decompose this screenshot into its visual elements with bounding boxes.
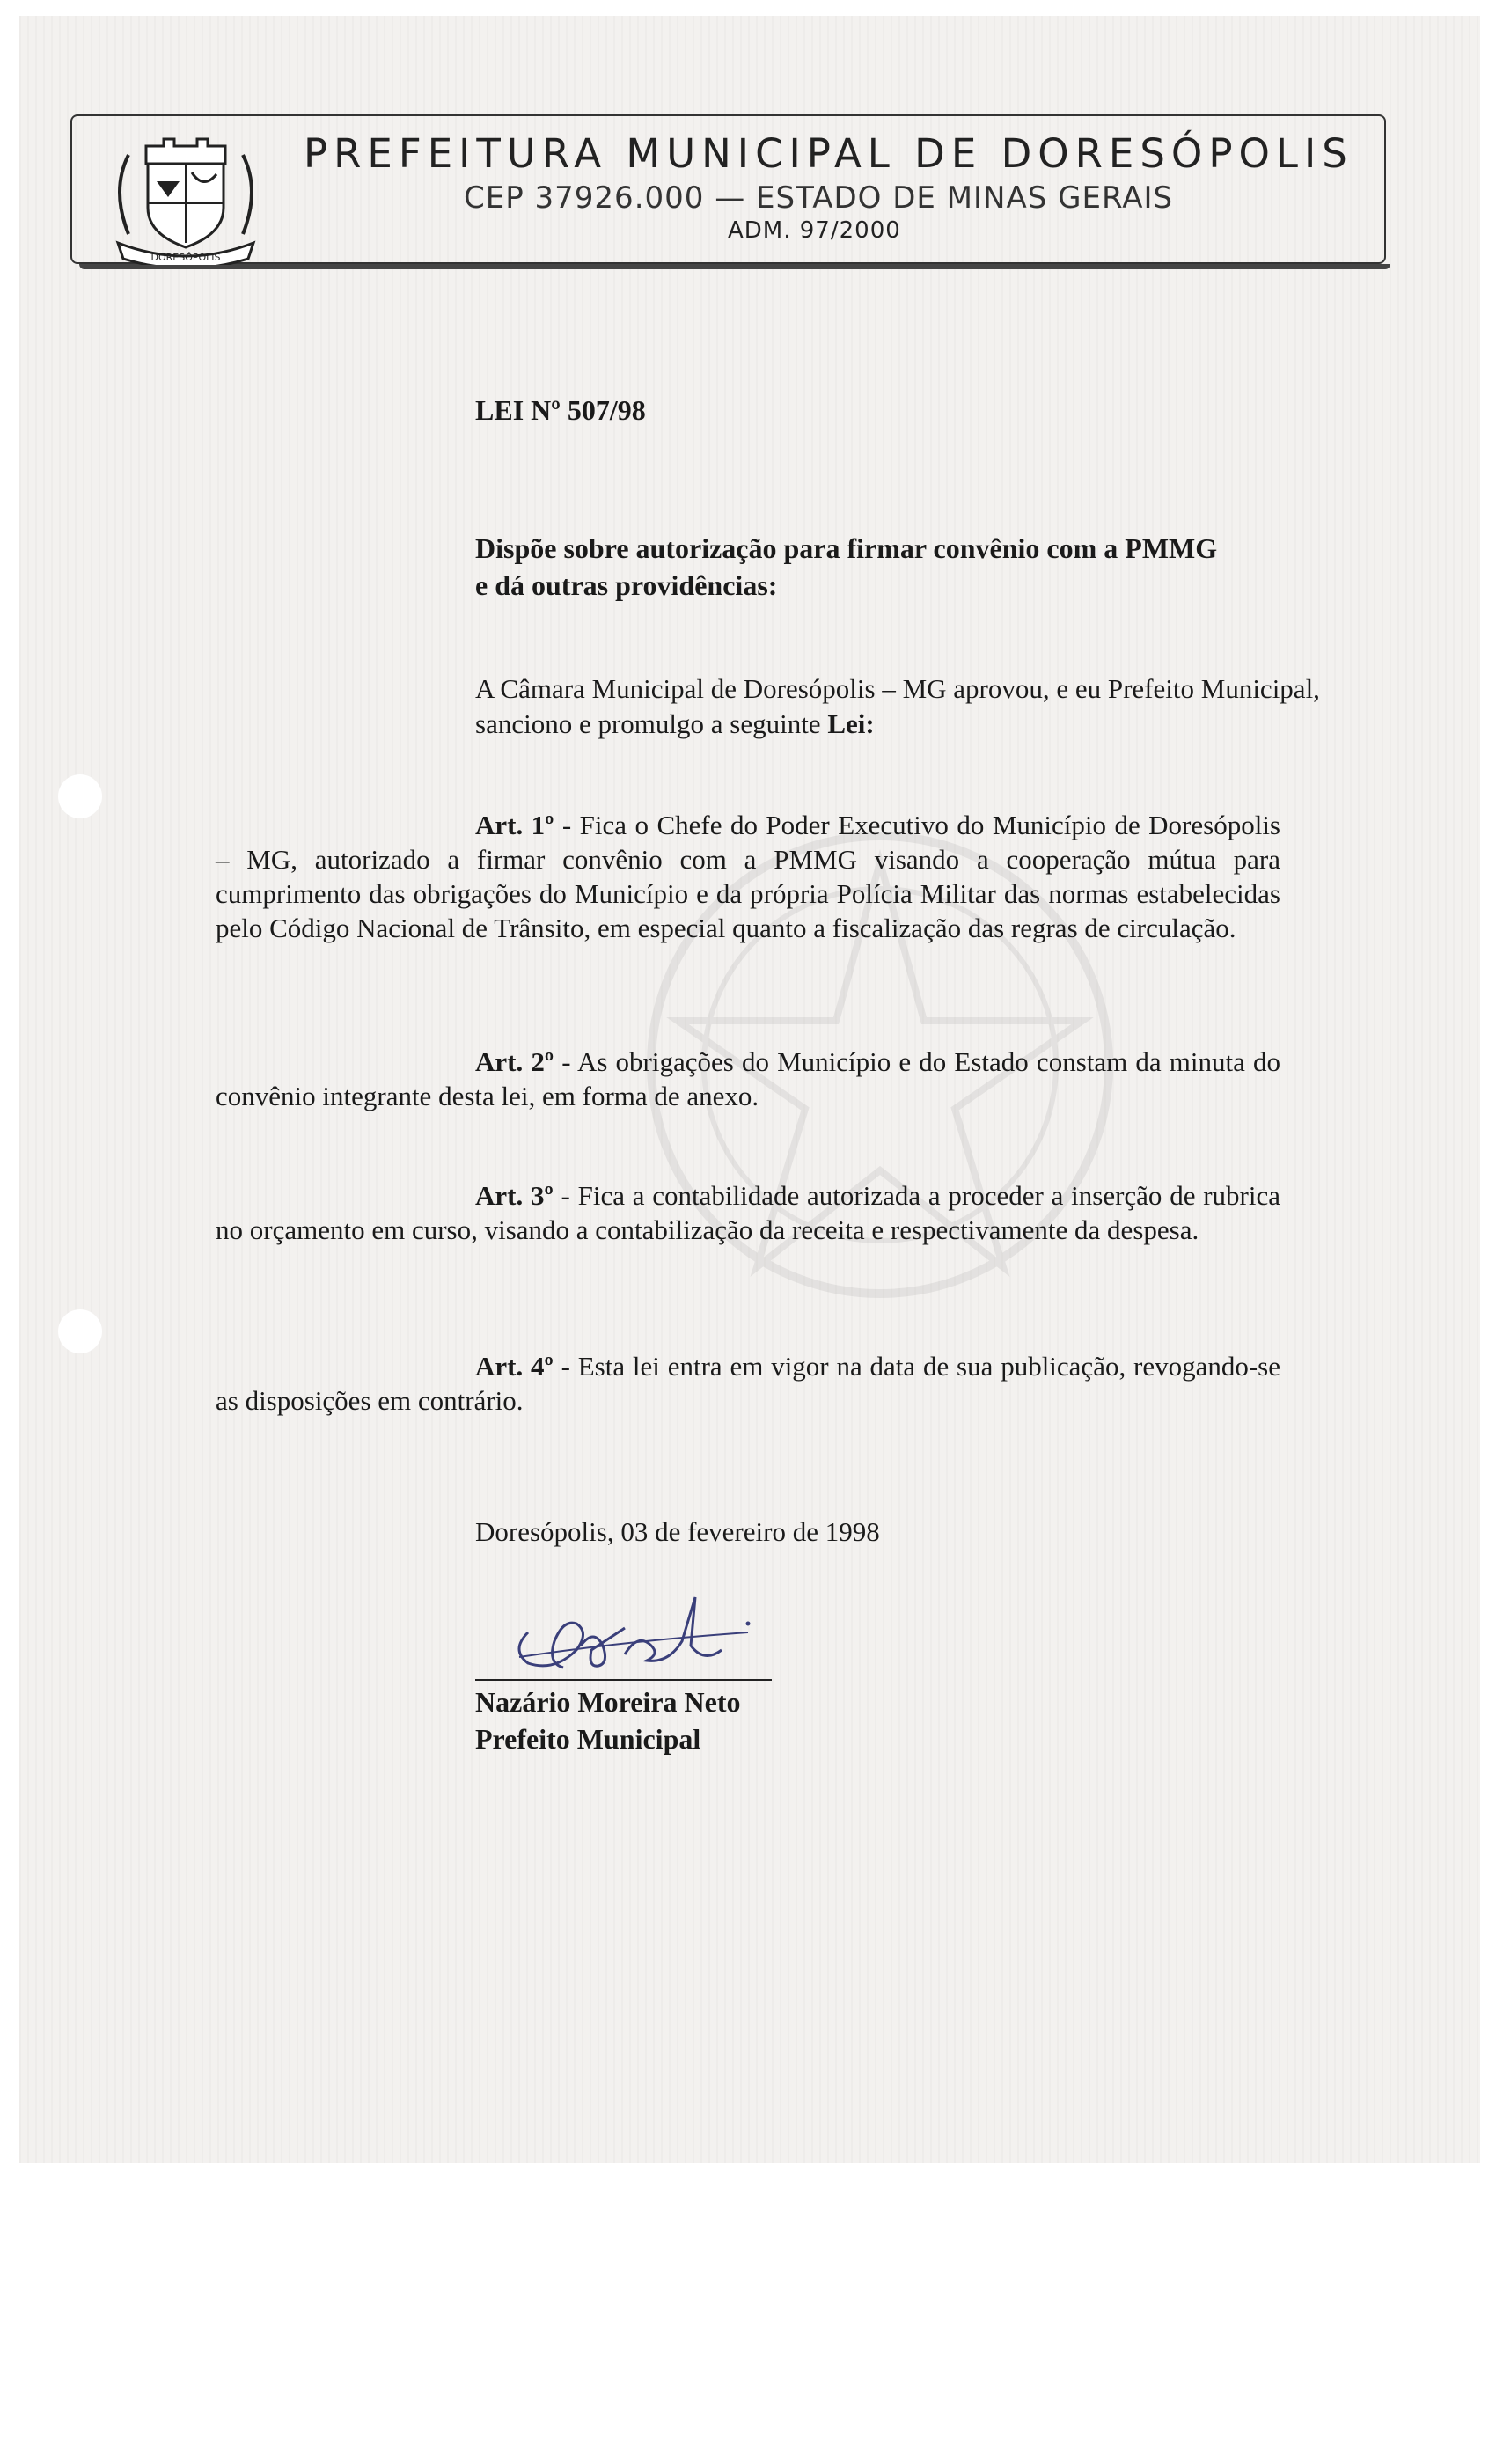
article-label: Art. 2º — [475, 1046, 554, 1077]
preamble-keyword: Lei: — [827, 708, 875, 739]
place-date: Doresópolis, 03 de fevereiro de 1998 — [475, 1516, 880, 1547]
preamble-text: A Câmara Municipal de Doresópolis – MG aprovou, e eu Prefeito Municipal, sanciono e promulgo a seguinte — [475, 673, 1320, 739]
signer-title: Prefeito Municipal — [475, 1723, 701, 1755]
article-3 — [216, 1178, 1280, 1247]
signature-line — [475, 1679, 772, 1681]
letterhead-cep: CEP 37926.000 — ESTADO DE MINAS GERAIS — [464, 180, 1174, 216]
letterhead-adm: ADM. 97/2000 — [728, 217, 901, 244]
article-4 — [216, 1349, 1280, 1418]
handwritten-signature — [493, 1580, 757, 1676]
law-number: LEI Nº 507/98 — [475, 394, 646, 426]
punch-hole — [58, 774, 102, 818]
punch-hole — [58, 1309, 102, 1353]
article-label: Art. 1º — [475, 810, 554, 840]
article-1 — [216, 808, 1280, 945]
article-label: Art. 4º — [475, 1351, 554, 1382]
law-summary — [475, 530, 1217, 604]
summary-line: e dá outras providências: — [475, 569, 778, 601]
article-2 — [216, 1045, 1280, 1113]
summary-line: Dispõe sobre autorização para firmar convênio com a PMMG — [475, 532, 1218, 564]
article-text: - Fica o Chefe do Poder Executivo do Município de Doresópolis – MG, autorizado a firmar convênio com a PMMG visando a cooperação mútua para cumprimento das obrigações do Município e da própria Polícia Militar das normas estabelecidas pelo Código Nacional de Trânsito, em especial quanto a fiscalização das regras de circulação. — [216, 810, 1280, 943]
signer-block — [475, 1683, 741, 1757]
crest-label: DORESÓPOLIS — [150, 252, 221, 263]
article-text: - As obrigações do Município e do Estado constam da minuta do convênio integrante desta lei, em forma de anexo. — [216, 1046, 1280, 1111]
signer-name: Nazário Moreira Neto — [475, 1686, 741, 1718]
letterhead-title: PREFEITURA MUNICIPAL DE DORESÓPOLIS — [304, 130, 1353, 177]
municipal-crest-icon — [93, 120, 278, 265]
article-label: Art. 3º — [475, 1180, 554, 1211]
preamble — [475, 671, 1320, 742]
article-text: - Fica a contabilidade autorizada a proceder a inserção de rubrica no orçamento em curso, visando a contabilização da receita e respectivamente da despesa. — [216, 1180, 1281, 1245]
article-text: - Esta lei entra em vigor na data de sua publicação, revogando-se as disposições em contrário. — [216, 1351, 1281, 1416]
scan-margin — [0, 2163, 1496, 2464]
